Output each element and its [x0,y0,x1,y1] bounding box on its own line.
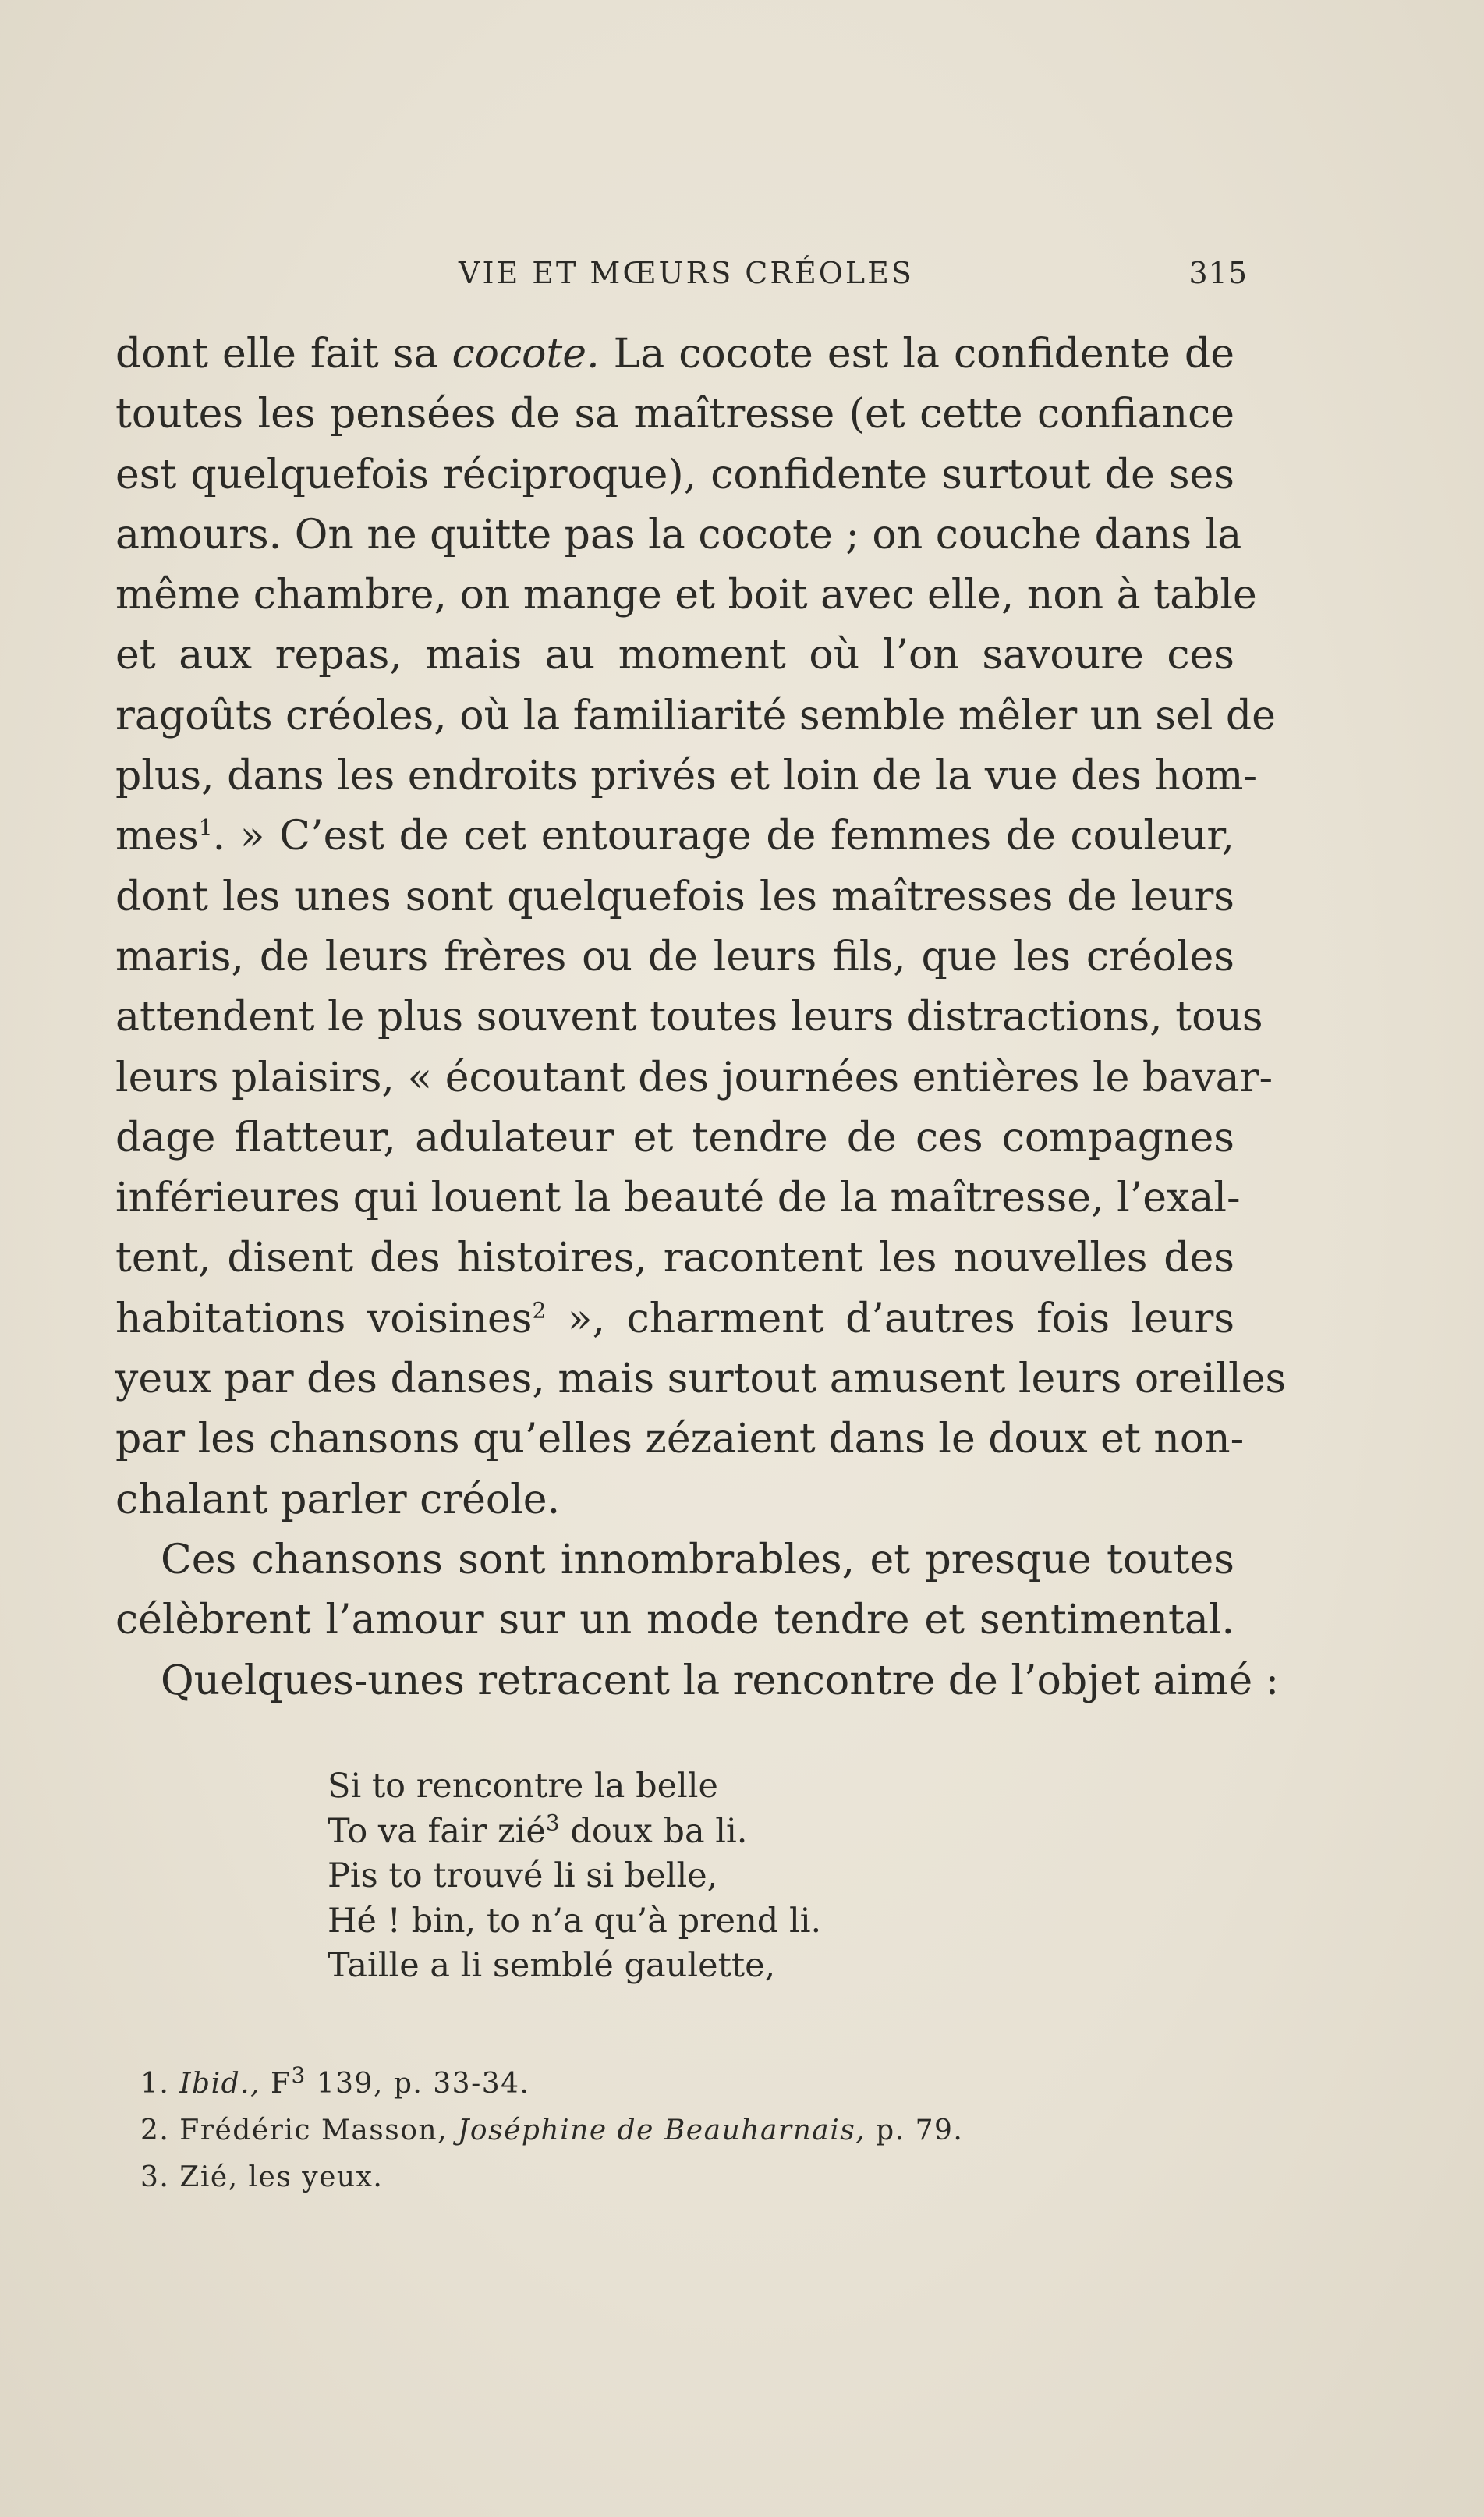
emphasis-ibid: Ibid., [179,2068,261,2100]
text-span: La cocote est la confidente de [599,331,1234,378]
footnote-ref-1: 1 [198,815,213,842]
text-span: dont elle fait sa [115,331,452,378]
verse-line: Si to rencontre la belle [328,1767,719,1806]
text-span: 139, p. 33-34. [306,2068,530,2100]
text-line: est quelquefois réciproque), confidente surtout de ses [115,451,1234,498]
text-span: », charment d’autres fois leurs [546,1295,1234,1342]
text-line: dage flatteur, adulateur et tendre de ces compagnes [115,1114,1234,1161]
text-span: p. 79. [866,2115,964,2147]
footnote-3 [140,2154,963,2201]
emphasis-cocote: cocote. [452,331,600,378]
text-line: chalant parler créole. [115,1476,561,1523]
text-span: mes [115,813,199,860]
text-line: yeux par des danses, mais surtout amusent leurs oreilles [115,1356,1287,1403]
text-span: Frédéric Masson, [169,2115,458,2147]
text-line: même chambre, on mange et boit avec elle, non à table [115,572,1257,619]
text-line: célèbrent l’amour sur un mode tendre et sentimental. [115,1597,1234,1644]
text-line: et aux repas, mais au moment où l’on savoure ces [115,632,1234,679]
footnote-ref-3: 3 [545,1810,560,1836]
footnote-1 [140,2061,963,2108]
verse-line [328,1810,821,1855]
verse-line: Pis to trouvé li si belle, [328,1856,718,1895]
text-line: maris, de leurs frères ou de leurs fils, que les créoles [115,933,1234,980]
superscript: 3 [291,2062,306,2088]
footnote-2 [140,2108,963,2154]
running-head [115,256,1248,303]
text-line [115,324,1234,385]
text-line: toutes les pensées de sa maîtresse (et cette confiance [115,391,1234,438]
verse-line: Taille a li semblé gaulette, [328,1946,776,1985]
text-line [115,1289,1234,1349]
body-text [115,324,1287,1711]
text-line: Quelques-unes retracent la rencontre de l’objet aimé : [161,1657,1280,1704]
text-line: amours. On ne quitte pas la cocote ; on couche dans la [115,511,1242,558]
text-line: inférieures qui louent la beauté de la maîtresse, l’exal- [115,1175,1241,1222]
running-title: VIE ET MŒURS CRÉOLES [459,256,914,290]
song-verse [328,1764,821,1989]
text-line: leurs plaisirs, « écoutant des journées entières le bavar- [115,1054,1273,1101]
text-span: F [260,2068,292,2100]
text-line: ragoûts créoles, où la familiarité semble mêler un sel de [115,692,1276,739]
text-line: attendent le plus souvent toutes leurs distractions, tous [115,994,1263,1041]
footnote-ref-2: 2 [532,1297,547,1324]
footnote-number: 2. [140,2115,170,2147]
footnote-number: 3. [140,2161,170,2193]
text-line: plus, dans les endroits privés et loin de la vue des hom- [115,753,1258,800]
emphasis-book-title: Joséphine de Beauharnais, [458,2115,866,2147]
text-line: par les chansons qu’elles zézaient dans le doux et non- [115,1416,1245,1463]
text-line: dont les unes sont quelquefois les maîtresses de leurs [115,873,1234,920]
text-span: doux ba li. [559,1811,748,1851]
text-span: . » C’est de cet entourage de femmes de couleur, [212,813,1234,860]
page-number: 315 [1188,256,1248,290]
text-line [115,807,1234,867]
text-line: tent, disent des histoires, racontent les nouvelles des [115,1235,1234,1282]
footnotes [140,2061,963,2201]
footnote-number: 1. [140,2068,170,2100]
text-span: Zié, les yeux. [169,2161,384,2193]
text-span: habitations voisines [115,1295,533,1342]
text-line: Ces chansons sont innombrables, et presque toutes [161,1536,1234,1583]
verse-line: Hé ! bin, to n’a qu’à prend li. [328,1901,822,1941]
text-span: To va fair zié [328,1811,546,1851]
